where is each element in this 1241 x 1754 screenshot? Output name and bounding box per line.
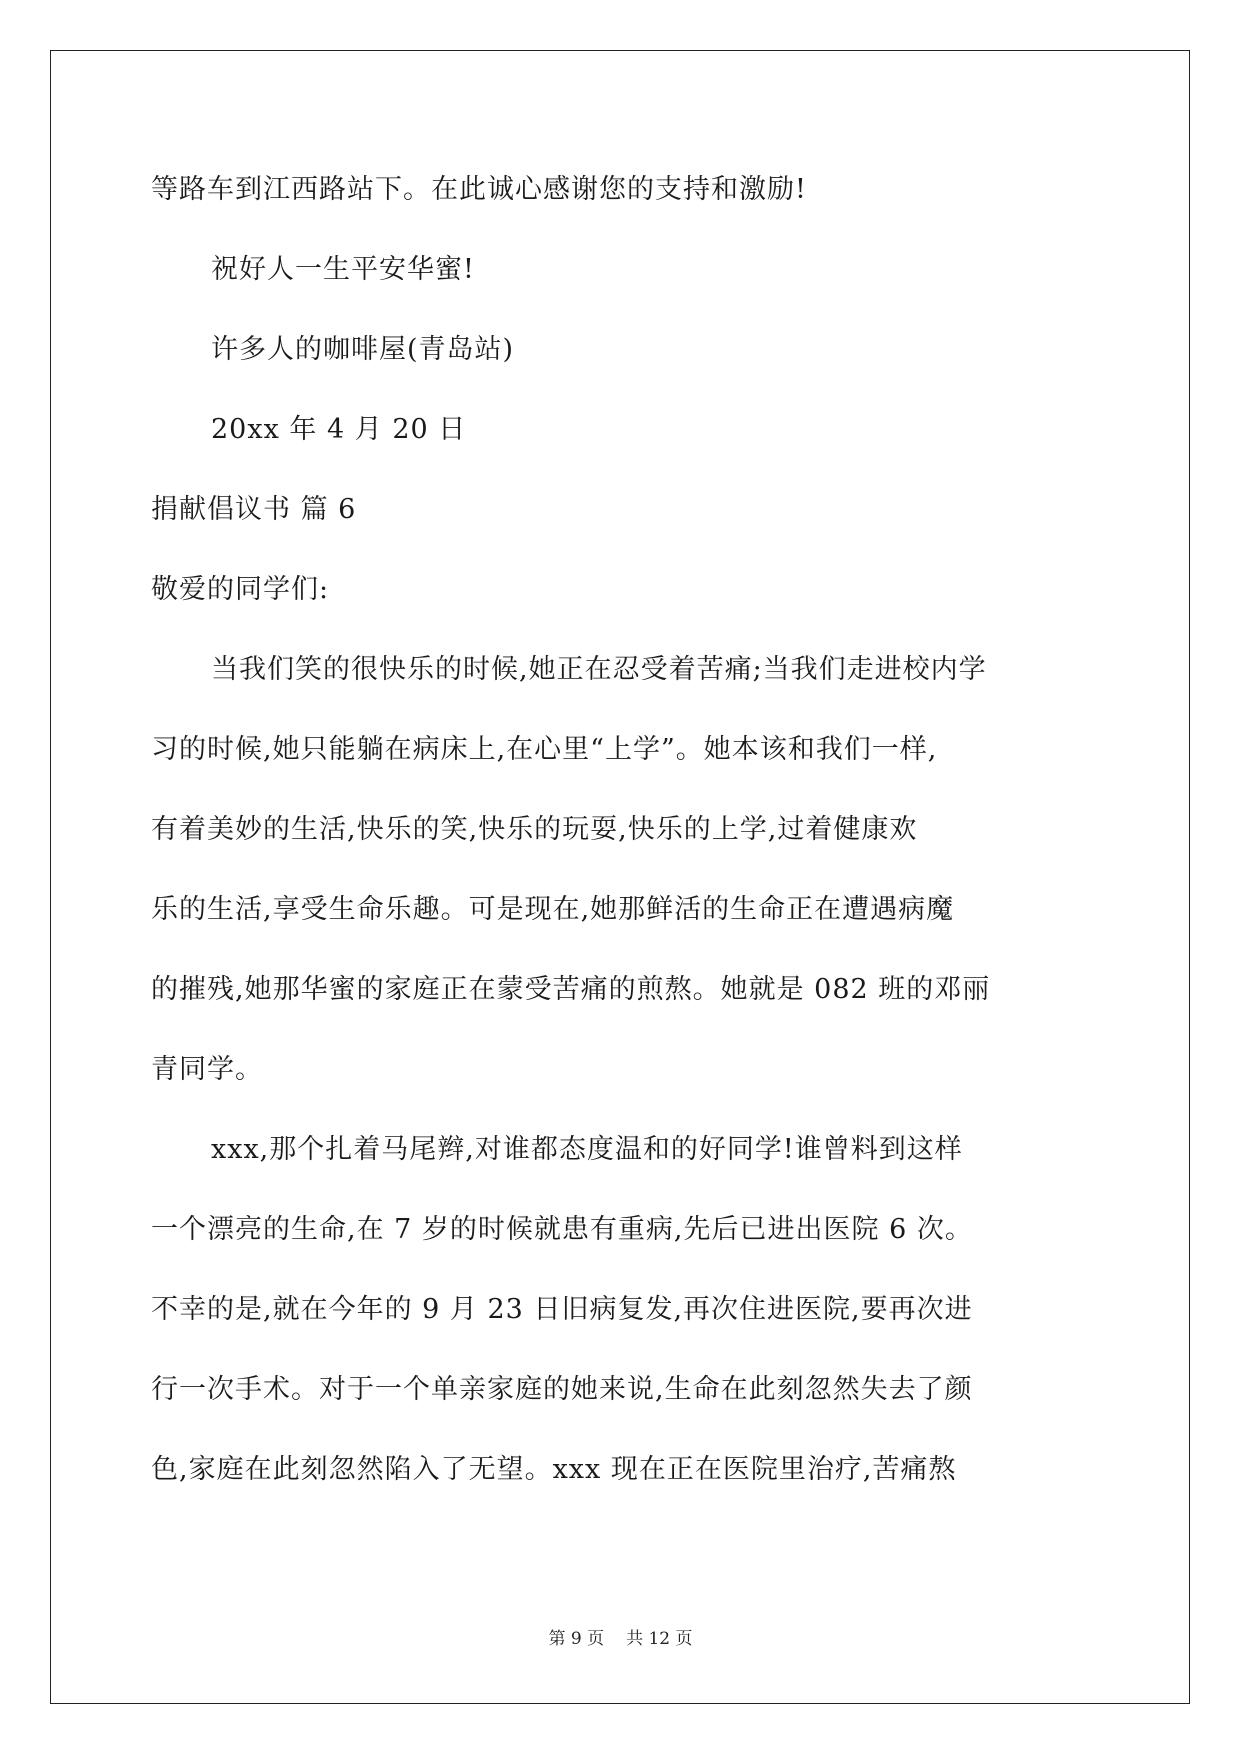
page-total: 共 12 页 (626, 1629, 693, 1649)
body-line: 习的时候,她只能躺在病床上,在心里“上学”。她本该和我们一样, (151, 734, 938, 765)
salutation: 敬爱的同学们: (151, 574, 330, 605)
closing-blessing: 祝好人一生平安华蜜! (211, 254, 475, 285)
section-title: 捐献倡议书 篇 6 (151, 494, 357, 525)
page-footer (0, 1628, 1241, 1650)
body-line: 的摧残,她那华蜜的家庭正在蒙受苦痛的煎熬。她就是 082 班的邓丽 (151, 974, 991, 1005)
body-line: 不幸的是,就在今年的 9 月 23 日旧病复发,再次住进医院,要再次进 (151, 1294, 973, 1325)
body-line: 乐的生活,享受生命乐趣。可是现在,她那鲜活的生命正在遭遇病魔 (151, 894, 955, 925)
body-line: 当我们笑的很快乐的时候,她正在忍受着苦痛;当我们走进校内学 (211, 654, 987, 685)
body-line: 一个漂亮的生命,在 7 岁的时候就患有重病,先后已进出医院 6 次。 (151, 1214, 973, 1245)
body-line: 等路车到江西路站下。在此诚心感谢您的支持和激励! (151, 174, 807, 205)
body-line: 色,家庭在此刻忽然陷入了无望。xxx 现在正在医院里治疗,苦痛熬 (151, 1454, 957, 1485)
body-line: 青同学。 (151, 1054, 263, 1085)
page-number: 第 9 页 (548, 1629, 605, 1649)
body-line: 有着美妙的生活,快乐的笑,快乐的玩耍,快乐的上学,过着健康欢 (151, 814, 918, 845)
signature-name: 许多人的咖啡屋(青岛站) (211, 334, 515, 365)
body-line: xxx,那个扎着马尾辫,对谁都态度温和的好同学!谁曾料到这样 (211, 1134, 963, 1165)
signature-date: 20xx 年 4 月 20 日 (211, 414, 467, 445)
body-line: 行一次手术。对于一个单亲家庭的她来说,生命在此刻忽然失去了颜 (151, 1374, 973, 1405)
